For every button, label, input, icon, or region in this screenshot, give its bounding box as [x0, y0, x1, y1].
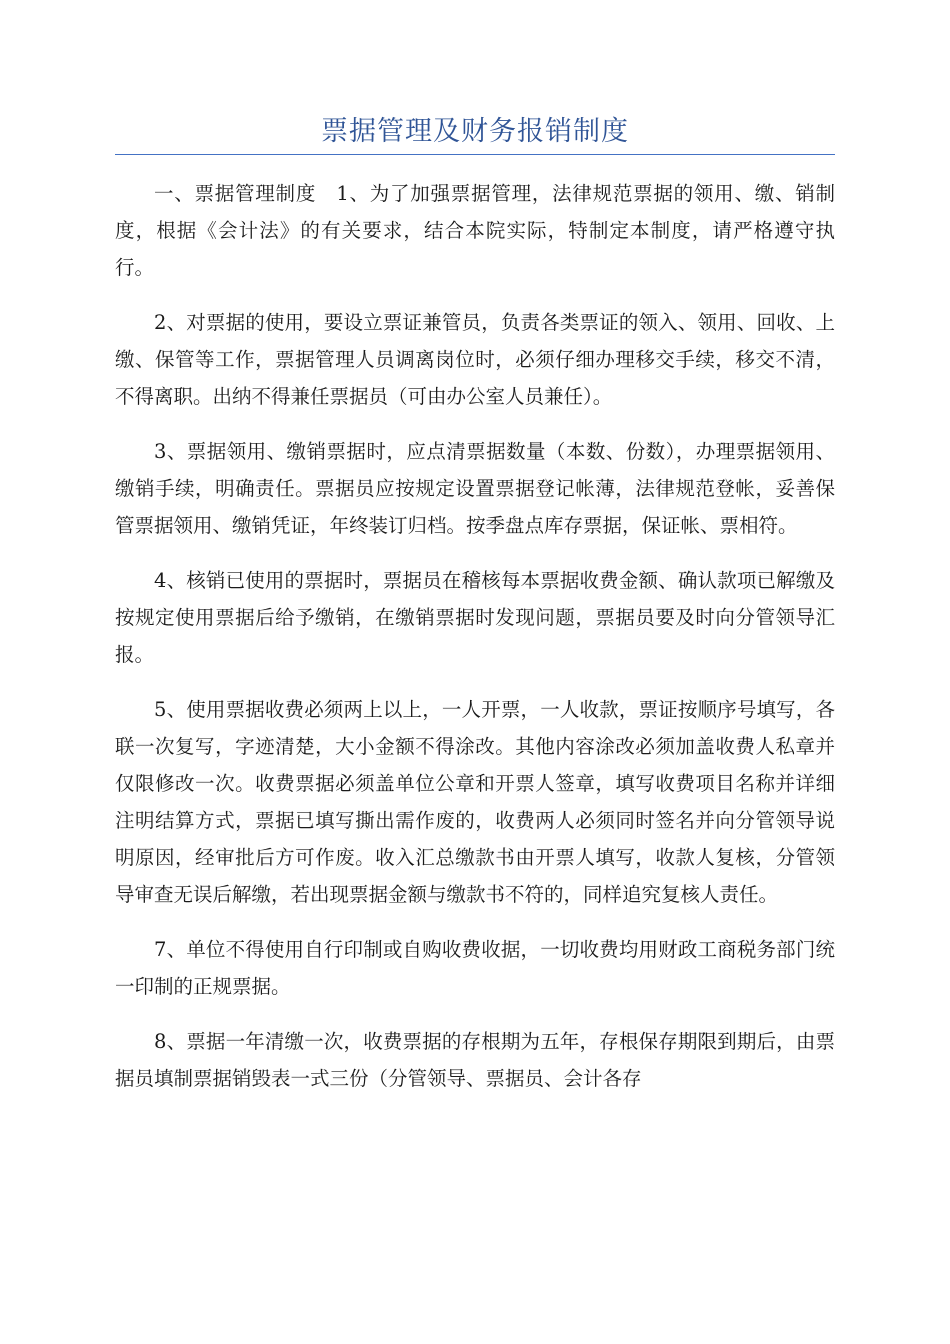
- title-underline: [115, 154, 835, 155]
- document-body: [115, 175, 835, 1115]
- paragraph-1: 一、票据管理制度 1、为了加强票据管理，法律规范票据的领用、缴、销制度，根据《会计法》的有关要求，结合本院实际，特制定本制度，请严格遵守执行。: [115, 182, 835, 279]
- paragraph-3: 3、票据领用、缴销票据时，应点清票据数量（本数、份数），办理票据领用、缴销手续，明确责任。票据员应按规定设置票据登记帐薄，法律规范登帐，妥善保管票据领用、缴销凭证，年终装订归档。按季盘点库存票据，保证帐、票相符。: [115, 440, 835, 537]
- paragraph-7: 7、单位不得使用自行印制或自购收费收据，一切收费均用财政工商税务部门统一印制的正规票据。: [115, 938, 835, 998]
- paragraph-4: 4、核销已使用的票据时，票据员在稽核每本票据收费金额、确认款项已解缴及按规定使用票据后给予缴销，在缴销票据时发现问题，票据员要及时向分管领导汇报。: [115, 569, 835, 666]
- document-title: 票据管理及财务报销制度: [321, 116, 629, 147]
- paragraph-8: 8、票据一年清缴一次，收费票据的存根期为五年，存根保存期限到期后，由票据员填制票据销毁表一式三份（分管领导、票据员、会计各存: [115, 1030, 835, 1090]
- paragraph-2: 2、对票据的使用，要设立票证兼管员，负责各类票证的领入、领用、回收、上缴、保管等工作，票据管理人员调离岗位时，必须仔细办理移交手续，移交不清，不得离职。出纳不得兼任票据员（可由办公室人员兼任）。: [115, 311, 835, 408]
- paragraph-5: 5、使用票据收费必须两上以上，一人开票，一人收款，票证按顺序号填写，各联一次复写，字迹清楚，大小金额不得涂改。其他内容涂改必须加盖收费人私章并仅限修改一次。收费票据必须盖单位公章和开票人签章，填写收费项目名称并详细注明结算方式，票据已填写撕出需作废的，收费两人必须同时签名并向分管领导说明原因，经审批后方可作废。收入汇总缴款书由开票人填写，收款人复核，分管领导审查无误后解缴，若出现票据金额与缴款书不符的，同样追究复核人责任。: [115, 698, 835, 906]
